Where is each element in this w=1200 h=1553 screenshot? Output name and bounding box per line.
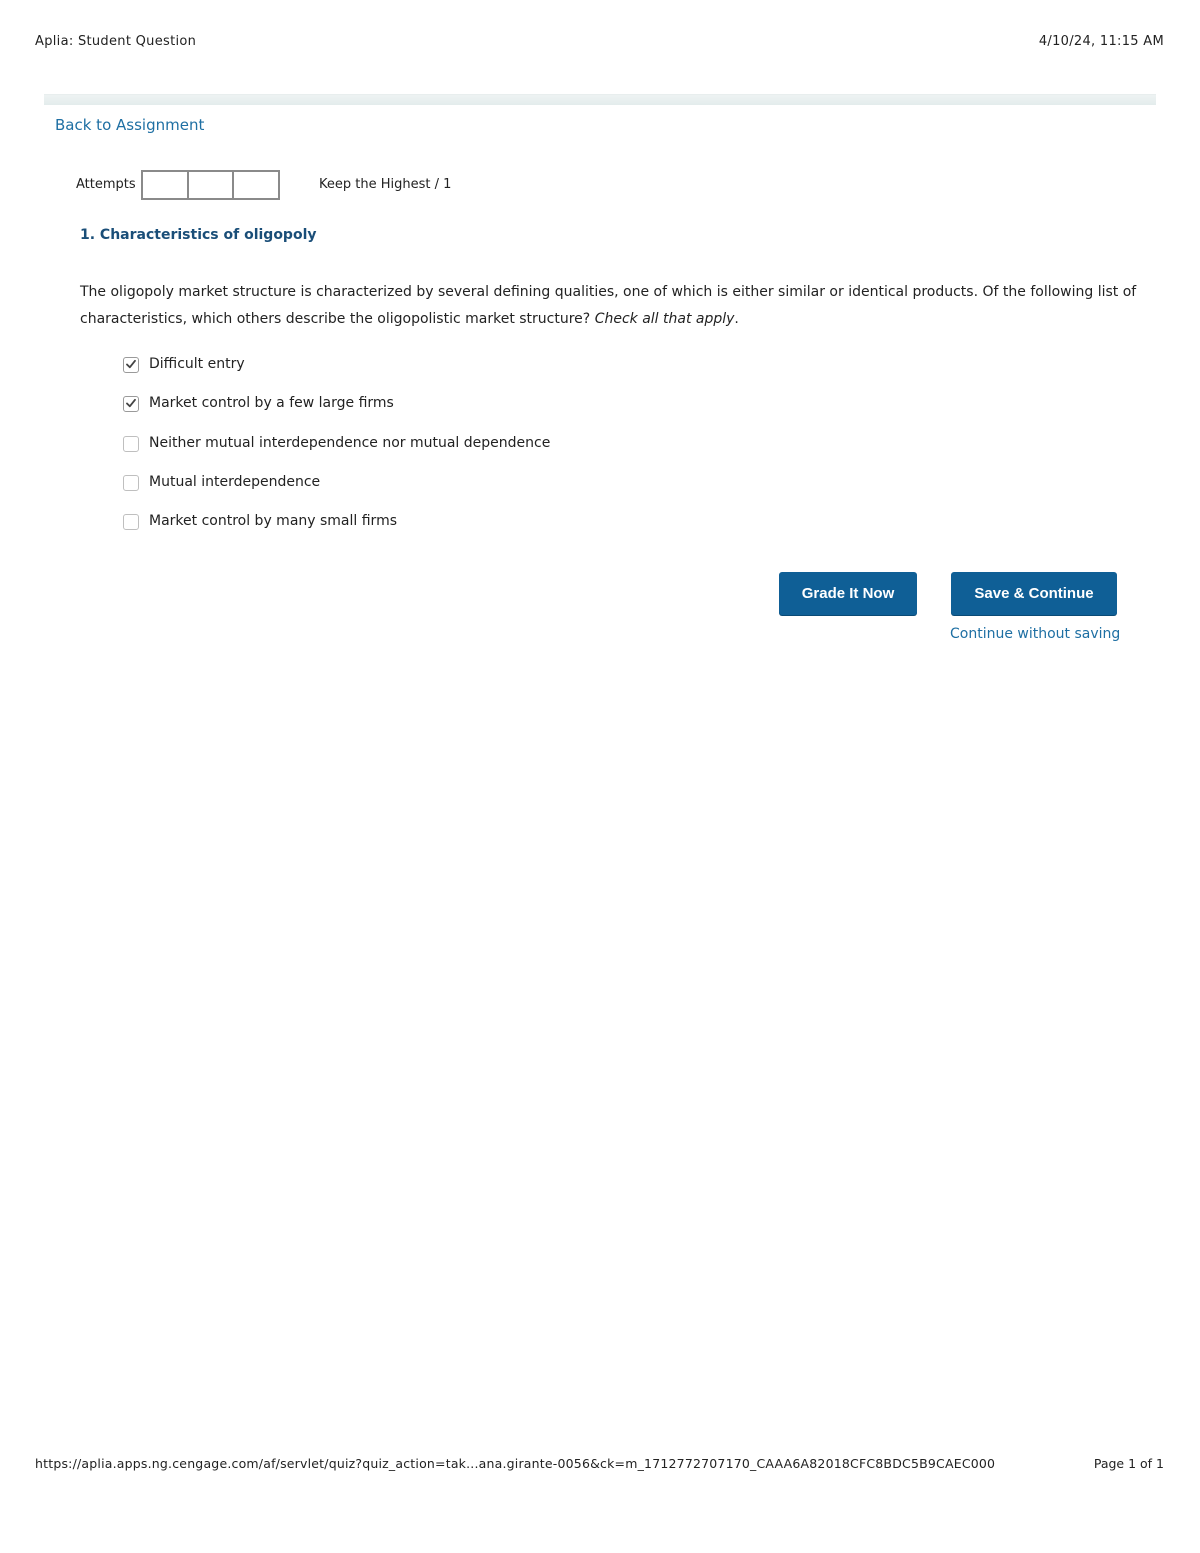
continue-without-saving-link[interactable]: Continue without saving <box>950 626 1121 642</box>
print-header-title: Aplia: Student Question <box>35 34 197 49</box>
print-footer-page: Page 1 of 1 <box>1093 1456 1164 1471</box>
attempts-label: Attempts <box>76 177 136 192</box>
answer-option[interactable] <box>123 509 550 548</box>
question-prompt: The oligopoly market structure is characterized by several defining qualities, one of which is either similar or identical products. Of the following list of characteristics, which others describe the oligopolistic market structure? Check all that apply. <box>80 284 1137 327</box>
checkmark-icon <box>125 397 137 409</box>
grade-it-now-button[interactable]: Grade It Now <box>779 572 917 615</box>
save-and-continue-button[interactable]: Save & Continue <box>951 572 1117 615</box>
option-checkbox[interactable] <box>123 436 139 452</box>
answer-option[interactable] <box>123 391 550 430</box>
prompt-instruction: Check all that apply <box>594 311 735 327</box>
answer-options <box>123 352 550 548</box>
option-checkbox[interactable] <box>123 475 139 491</box>
option-label: Mutual interdependence <box>149 473 321 490</box>
checkmark-icon <box>125 358 137 370</box>
option-checkbox[interactable] <box>123 357 139 373</box>
option-checkbox[interactable] <box>123 396 139 412</box>
attempt-box <box>141 170 187 200</box>
question-title: 1. Characteristics of oligopoly <box>80 227 317 243</box>
answer-option[interactable] <box>123 470 550 509</box>
prompt-text: The oligopoly market structure is characterized by several defining qualities, one of which is either similar or identical products. Of the following list of characteristics, which others describe the oligopolistic market structure? <box>80 284 1137 327</box>
answer-option[interactable] <box>123 431 550 470</box>
option-checkbox[interactable] <box>123 514 139 530</box>
option-label: Neither mutual interdependence nor mutual dependence <box>149 434 551 451</box>
top-divider-band <box>44 94 1156 105</box>
print-header-datetime: 4/10/24, 11:15 AM <box>1038 34 1164 49</box>
print-footer-url: https://aplia.apps.ng.cengage.com/af/servlet/quiz?quiz_action=tak...ana.girante-0056&ck=m_1712772707170_CAAA6A82018CFC8BDC5B9CAEC000 <box>35 1456 996 1471</box>
back-to-assignment-link[interactable]: Back to Assignment <box>55 116 205 134</box>
attempt-policy: Keep the Highest / 1 <box>319 177 452 192</box>
attempts-indicator <box>141 170 280 200</box>
option-label: Market control by a few large firms <box>149 395 394 412</box>
option-label: Market control by many small firms <box>149 513 398 530</box>
attempt-box <box>232 170 280 200</box>
attempt-box <box>187 170 233 200</box>
answer-option[interactable] <box>123 352 550 391</box>
option-label: Difficult entry <box>149 356 245 372</box>
